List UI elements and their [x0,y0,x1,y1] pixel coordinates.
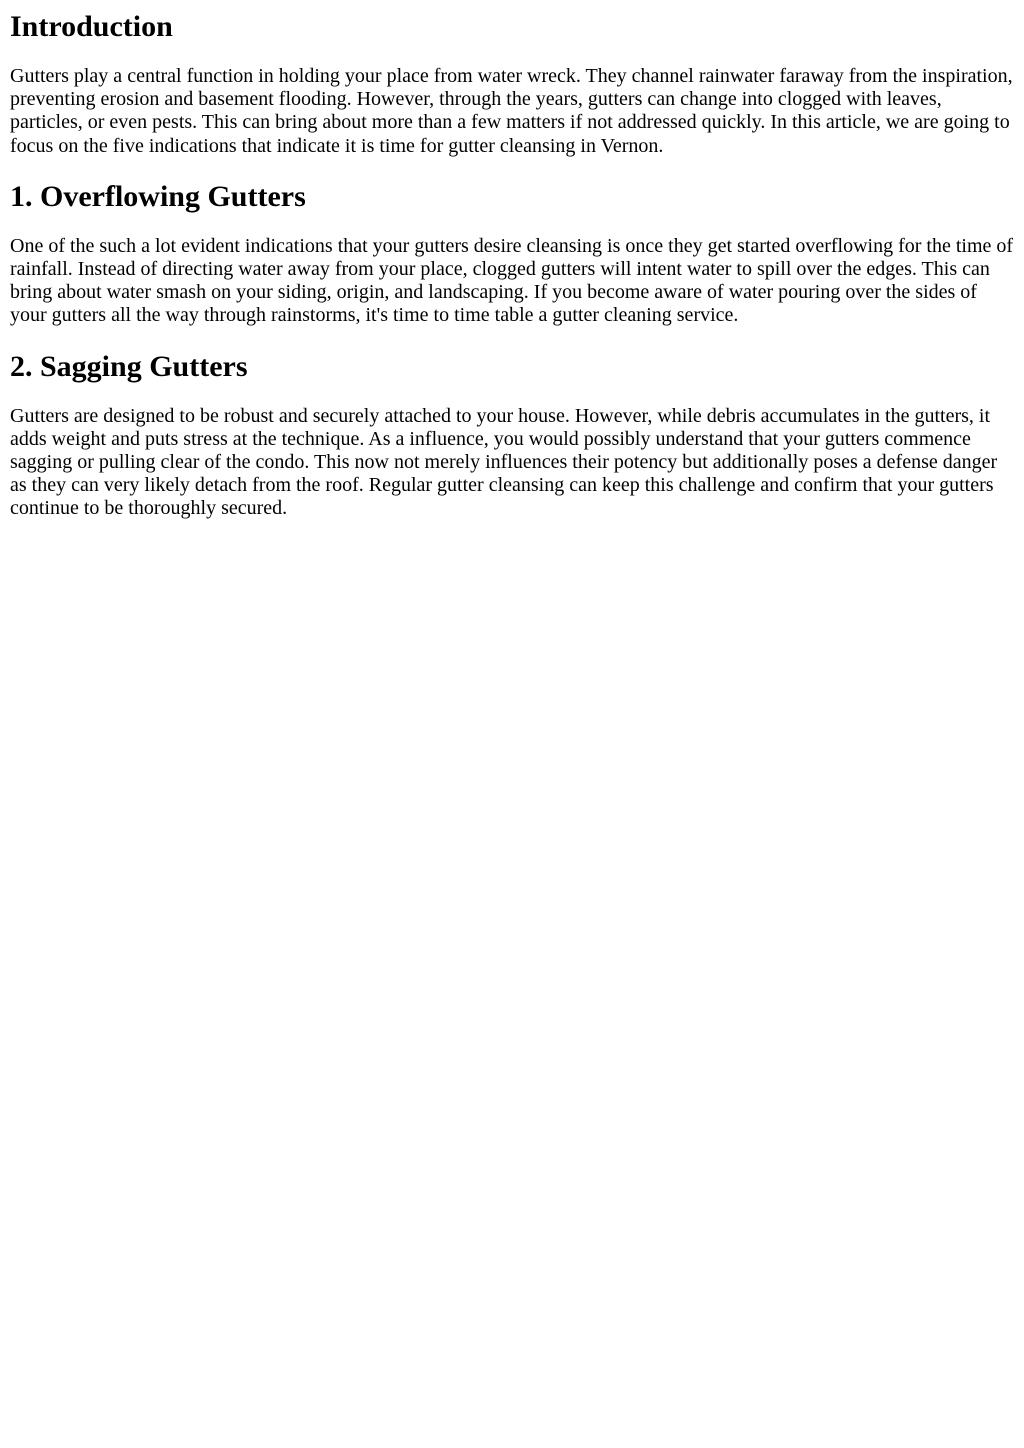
overflowing-gutters-heading: 1. Overflowing Gutters [10,179,306,213]
introduction-heading: Introduction [10,10,173,43]
section-introduction [10,0,1014,158]
article [10,0,1014,521]
sagging-gutters-heading: 2. Sagging Gutters [10,349,248,383]
overflowing-gutters-paragraph: One of the such a lot evident indications that your gutters desire cleansing is once they get started overflowing for the time of rainfall. Instead of directing water away from your place, clogged gutters will intent water to spill over the edges. This can bring about water smash on your siding, origin, and landscaping. If you become aware of water pouring over the sides of your gutters all the way through rainstorms, it's time to time table a gutter cleaning service. [10,234,1014,327]
section-overflowing-gutters [10,180,1014,328]
section-sagging-gutters [10,350,1014,521]
introduction-paragraph: Gutters play a central function in holding your place from water wreck. They channel rainwater faraway from the inspiration, preventing erosion and basement flooding. However, through the years, gutters can change into clogged with leaves, particles, or even pests. This can bring about more than a few matters if not addressed quickly. In this article, we are going to focus on the five indications that indicate it is time for gutter cleansing in Vernon. [10,65,1013,157]
sagging-gutters-paragraph: Gutters are designed to be robust and securely attached to your house. However, while debris accumulates in the gutters, it adds weight and puts stress at the technique. As a influence, you would possibly understand that your gutters commence sagging or pulling clear of the condo. This now not merely influences their potency but additionally poses a defense danger as they can very likely detach from the roof. Regular gutter cleansing can keep this challenge and confirm that your gutters continue to be thoroughly secured. [10,404,998,520]
